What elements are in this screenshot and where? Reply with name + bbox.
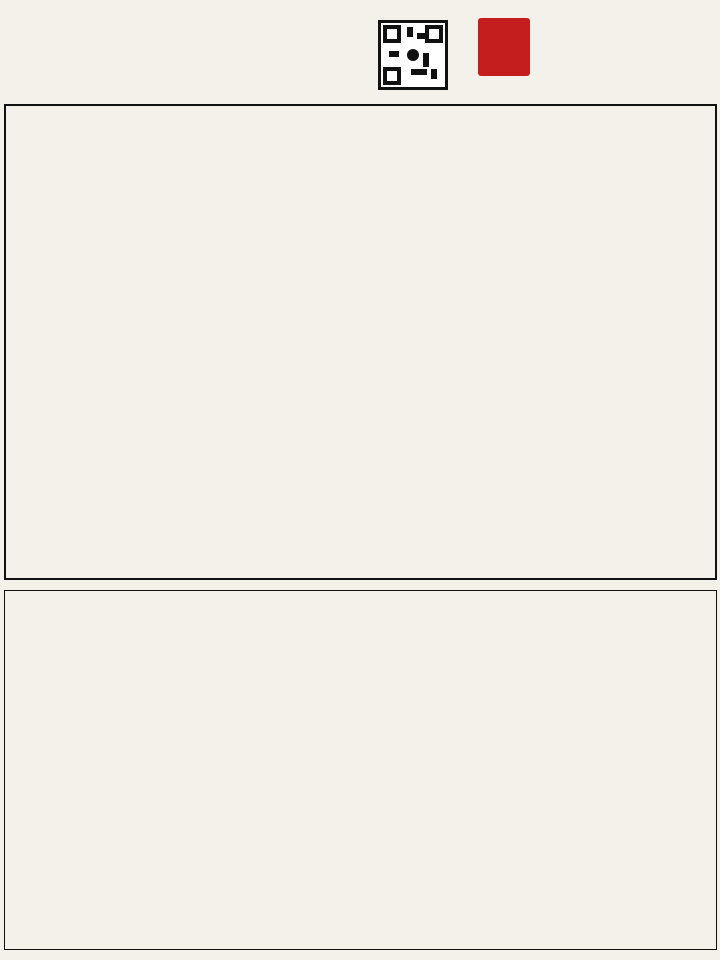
qr-code-icon (378, 20, 448, 90)
logo (478, 12, 718, 82)
yearly-grid (4, 590, 717, 950)
pillar-chart (4, 104, 717, 580)
logo-seal (478, 18, 530, 76)
